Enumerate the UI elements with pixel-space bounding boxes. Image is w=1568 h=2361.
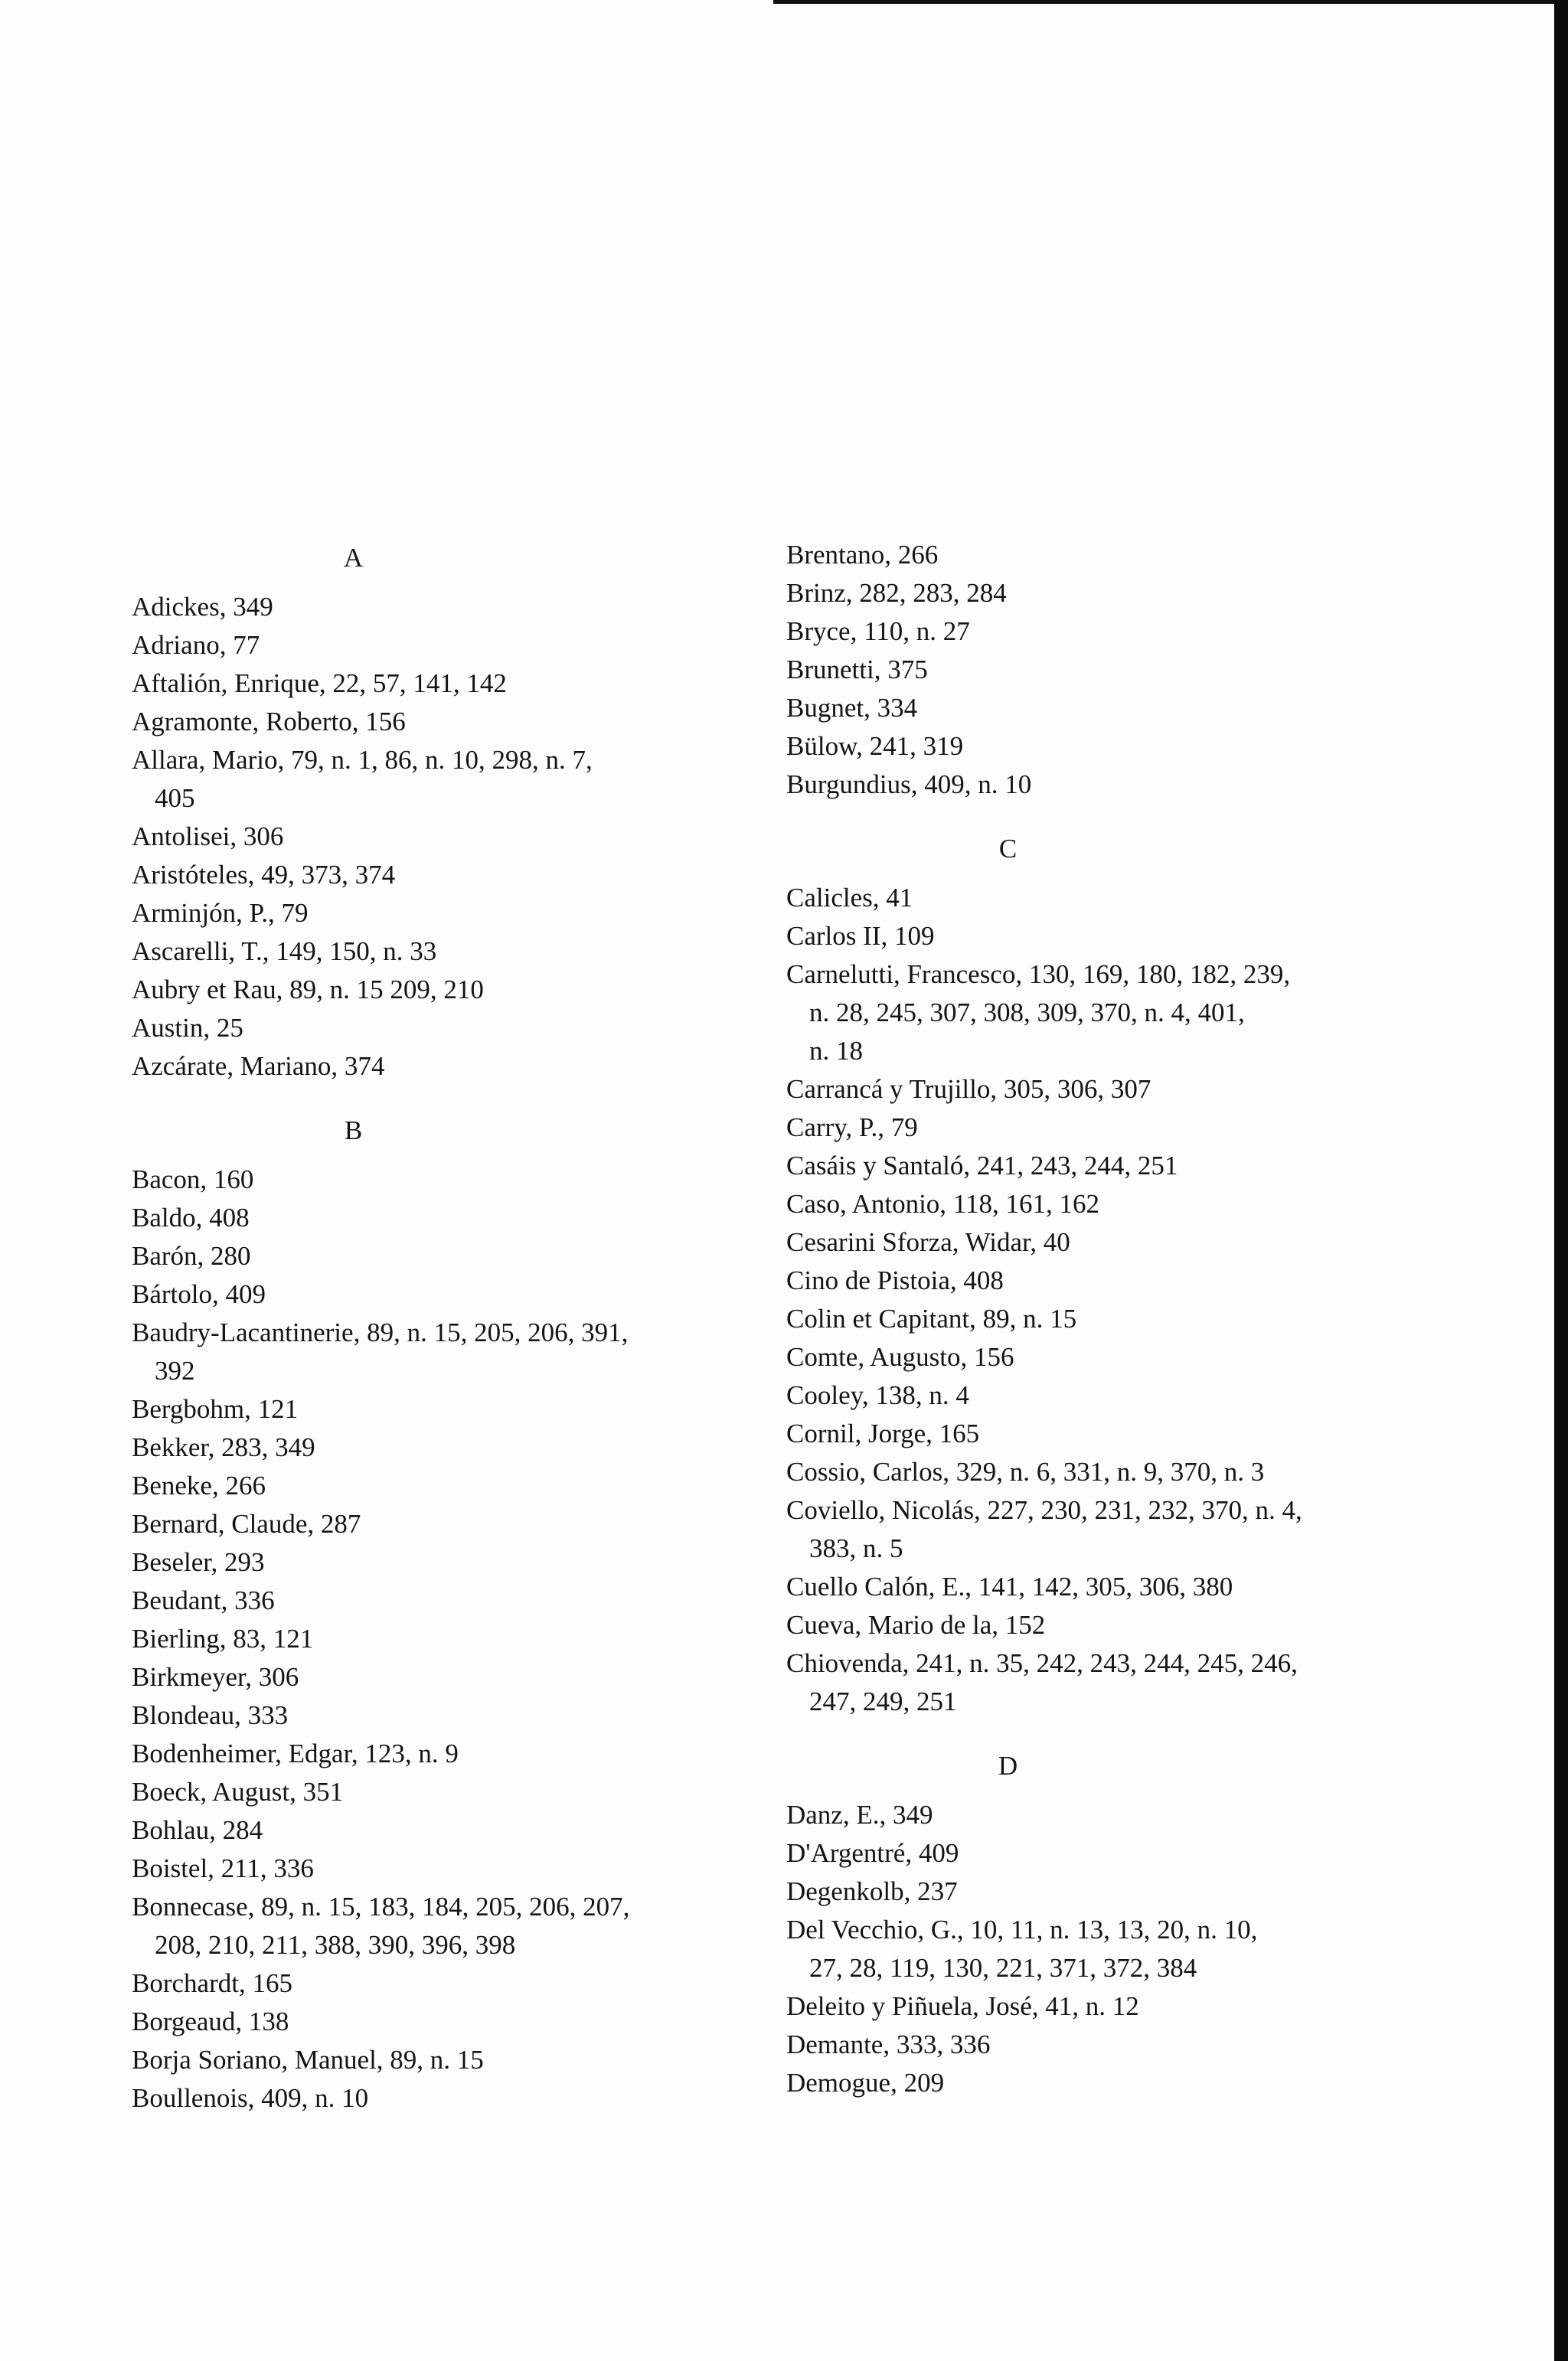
index-entry [132,1696,744,1735]
index-entry [786,1109,1414,1147]
section-gap [786,1721,1414,1744]
index-entry-line: D'Argentré, 409 [786,1838,959,1868]
index-entry [786,766,1414,804]
index-entry-line: Brunetti, 375 [786,655,928,684]
index-entry-continuation: 392 [155,1356,195,1386]
index-entry [786,2026,1414,2064]
index-entry-continuation: 208, 210, 211, 388, 390, 396, 398 [155,1930,516,1960]
index-section [132,539,744,1086]
index-entry [132,2079,744,2118]
index-column-right [786,536,1414,2102]
index-entry-line: Aftalión, Enrique, 22, 57, 141, 142 [132,668,507,698]
index-entry [786,1491,1414,1568]
index-entry-line: Beseler, 293 [132,1547,265,1577]
index-entry [786,1911,1414,1987]
index-entry-line: Baudry-Lacantinerie, 89, n. 15, 205, 206, 391, [132,1318,629,1347]
section-gap [786,804,1414,827]
index-entry-line: Bonnecase, 89, n. 15, 183, 184, 205, 206, 207, [132,1892,630,1922]
index-entry [786,1873,1414,1911]
index-entry-line: Cooley, 138, n. 4 [786,1380,969,1410]
index-entry-line: Boeck, August, 351 [132,1777,344,1807]
index-entry-line: Adickes, 349 [132,592,273,622]
index-entry [786,1338,1414,1376]
index-section [786,804,1414,1721]
index-entry-continuation: 27, 28, 119, 130, 221, 371, 372, 384 [809,1953,1197,1983]
index-entry [132,894,744,932]
index-entry [132,932,744,971]
index-entry [132,626,744,665]
index-entry-continuation: 247, 249, 251 [809,1687,957,1716]
index-entry-line: Bacon, 160 [132,1164,254,1194]
index-entry [132,971,744,1009]
index-entry [132,1620,744,1658]
index-entry-line: Allara, Mario, 79, n. 1, 86, n. 10, 298, n. 7, [132,745,593,775]
index-entry [786,2064,1414,2102]
index-entry [786,1834,1414,1873]
index-entry-line: Cesarini Sforza, Widar, 40 [786,1227,1070,1257]
index-entry [786,536,1414,574]
section-gap [132,1086,744,1109]
index-entry [132,1543,744,1582]
index-entry-line: Degenkolb, 237 [786,1876,958,1906]
index-entry-line: Chiovenda, 241, n. 35, 242, 243, 244, 245, 246, [786,1648,1298,1678]
index-column-left [132,536,744,2118]
index-entry-continuation: 383, n. 5 [809,1533,903,1563]
index-entry-line: Ascarelli, T., 149, 150, n. 33 [132,936,437,966]
index-entry-line: Coviello, Nicolás, 227, 230, 231, 232, 370, n. 4, [786,1495,1302,1525]
index-entry-line: Del Vecchio, G., 10, 11, n. 13, 13, 20, n. 10, [786,1915,1258,1945]
index-entry [786,1415,1414,1453]
index-entry [132,2003,744,2041]
index-entry-line: Borgeaud, 138 [132,2007,289,2036]
index-entry [132,818,744,856]
index-entry [132,1237,744,1275]
index-entry [132,1658,744,1696]
index-entry-continuation: 405 [155,783,195,813]
index-entry-line: Beneke, 266 [132,1471,266,1501]
index-entry-line: Aristóteles, 49, 373, 374 [132,860,396,890]
index-entry [786,1606,1414,1644]
index-entry-line: Bülow, 241, 319 [786,731,964,761]
index-entry-line: Cino de Pistoia, 408 [786,1265,1004,1295]
index-entry-line: Baldo, 408 [132,1203,250,1233]
index-entry [786,1568,1414,1606]
index-entry-line: Comte, Augusto, 156 [786,1342,1014,1372]
index-entry-line: Antolisei, 306 [132,821,284,851]
section-letter-heading: C [998,834,1018,864]
index-entry [786,1376,1414,1415]
index-entry [132,588,744,626]
index-entry-line: Aubry et Rau, 89, n. 15 209, 210 [132,975,484,1004]
index-entry-line: Carlos II, 109 [786,921,935,951]
index-entry-line: Bohlau, 284 [132,1815,263,1845]
index-entry [132,1773,744,1811]
index-entry [786,1453,1414,1491]
index-entry [786,612,1414,651]
index-entry-line: Bergbohm, 121 [132,1394,299,1424]
index-entry [132,1429,744,1467]
index-entry-line: Arminjón, P., 79 [132,898,309,928]
index-entry-line: Boullenois, 409, n. 10 [132,2083,369,2113]
index-entry-line: Beudant, 336 [132,1585,275,1615]
section-letter-heading: A [343,543,364,573]
index-entry-line: Azcárate, Mariano, 374 [132,1051,385,1081]
index-entry-line: Bártolo, 409 [132,1279,266,1309]
index-entry-line: Cuello Calón, E., 141, 142, 305, 306, 380 [786,1572,1233,1602]
index-entry-line: Bodenheimer, Edgar, 123, n. 9 [132,1739,459,1768]
index-entry-line: Bernard, Claude, 287 [132,1509,361,1539]
index-entry [132,1390,744,1429]
index-entry [786,651,1414,689]
index-entry [786,1223,1414,1262]
index-entry [132,1275,744,1314]
section-letter-heading: B [344,1115,364,1145]
index-entry-line: Agramonte, Roberto, 156 [132,707,406,736]
index-entry-line: Carrancá y Trujillo, 305, 306, 307 [786,1074,1152,1104]
index-entry [786,574,1414,612]
index-entry-line: Cossio, Carlos, 329, n. 6, 331, n. 9, 370, n. 3 [786,1457,1265,1487]
index-entry [132,741,744,818]
index-entry-line: Brinz, 282, 283, 284 [786,578,1007,608]
index-entry [132,1161,744,1199]
index-entry-line: Adriano, 77 [132,630,260,660]
index-entry [786,879,1414,917]
top-rule [773,0,1554,4]
index-section [132,1086,744,2118]
page-edge-shadow [1554,0,1568,2361]
index-entry [132,856,744,894]
index-entry-line: Casáis y Santaló, 241, 243, 244, 251 [786,1151,1178,1180]
index-entry [132,1850,744,1888]
index-entry [786,1070,1414,1109]
index-entry [132,1582,744,1620]
index-entry [786,955,1414,1070]
index-entry-line: Caso, Antonio, 118, 161, 162 [786,1189,1099,1219]
index-entry-line: Brentano, 266 [786,540,939,570]
index-entry [132,2041,744,2079]
index-entry-line: Deleito y Piñuela, José, 41, n. 12 [786,1991,1139,2021]
index-entry-line: Bryce, 110, n. 27 [786,616,970,646]
index-entry [132,1505,744,1543]
index-entry-line: Carnelutti, Francesco, 130, 169, 180, 182, 239, [786,959,1291,989]
index-entry-line: Carry, P., 79 [786,1112,918,1142]
index-entry [786,727,1414,766]
index-entry-line: Cornil, Jorge, 165 [786,1419,980,1448]
index-entry [132,1964,744,2003]
index-entry [786,1987,1414,2026]
index-entry-line: Barón, 280 [132,1241,251,1271]
index-entry [132,703,744,741]
index-entry-line: Bugnet, 334 [786,693,918,723]
index-entry [786,1147,1414,1185]
index-entry [132,1888,744,1964]
index-entry-line: Blondeau, 333 [132,1700,289,1730]
index-entry [786,1644,1414,1721]
index-entry-line: Bekker, 283, 349 [132,1432,315,1462]
index-entry-line: Cueva, Mario de la, 152 [786,1610,1046,1640]
index-entry [786,689,1414,727]
index-entry [132,1467,744,1505]
index-entry-line: Borja Soriano, Manuel, 89, n. 15 [132,2045,484,2075]
index-entry-line: Burgundius, 409, n. 10 [786,769,1032,799]
index-entry-line: Boistel, 211, 336 [132,1853,314,1883]
index-entry [132,1009,744,1047]
index-entry [132,1199,744,1237]
index-entry-line: Borchardt, 165 [132,1968,292,1998]
index-entry [132,1811,744,1850]
index-entry [786,1300,1414,1338]
index-entry-line: Demante, 333, 336 [786,2030,991,2059]
section-letter-heading: D [998,1751,1019,1781]
index-entry-line: Austin, 25 [132,1013,243,1043]
index-entry-line: Birkmeyer, 306 [132,1662,299,1692]
index-entry [786,1796,1414,1834]
index-entry [132,665,744,703]
index-entry-line: Danz, E., 349 [786,1800,933,1830]
index-entry [132,1314,744,1390]
index-entry-continuation: n. 28, 245, 307, 308, 309, 370, n. 4, 401, [809,998,1245,1027]
index-section [786,1721,1414,2102]
index-entry-line: Calicles, 41 [786,883,913,913]
index-entry [132,1735,744,1773]
index-entry-line: Bierling, 83, 121 [132,1624,314,1654]
index-entry [786,1262,1414,1300]
index-entry [786,1185,1414,1223]
index-entry-line: Colin et Capitant, 89, n. 15 [786,1304,1077,1334]
index-entry-line: Demogue, 209 [786,2068,945,2098]
index-entry [132,1047,744,1086]
index-section [786,536,1414,804]
index-entry-continuation: n. 18 [809,1036,863,1066]
index-entry [786,917,1414,955]
